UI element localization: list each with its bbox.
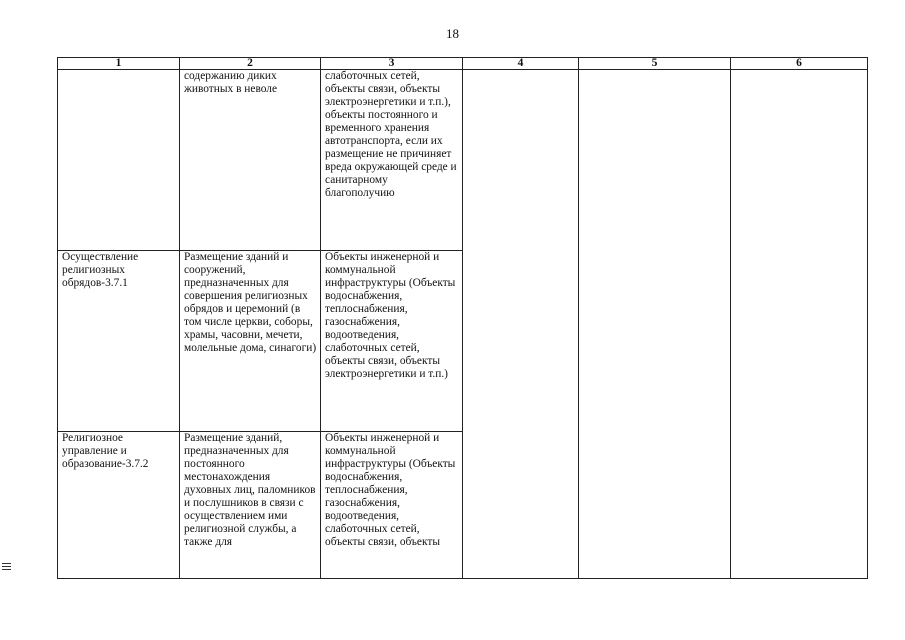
column-header-2: 2: [180, 58, 321, 70]
column-6-cell: [731, 70, 868, 579]
margin-mark: [2, 563, 11, 572]
column-5-cell: [579, 70, 731, 579]
row-3-auxiliary-text: Объекты инженерной и коммунальной инфраструктуры (Объекты водоснабжения, теплоснабжения, газоснабжения, водоотведения, слаботочных сетей, объекты связи, объекты: [325, 432, 456, 548]
row-2-type-cell: [58, 251, 180, 432]
row-3-auxiliary-cell: [321, 432, 463, 579]
column-header-5: 5: [579, 58, 731, 70]
row-2-auxiliary-cell: [321, 251, 463, 432]
table-row: [58, 70, 868, 251]
row-1-description-cell: [180, 70, 321, 251]
row-1-description-text: содержанию диких животных в неволе: [184, 70, 278, 95]
column-4-cell: [463, 70, 579, 579]
page-number: 18: [446, 26, 459, 41]
land-use-table: [57, 57, 868, 579]
row-2-description-text: Размещение зданий и сооружений, предназначенных для совершения религиозных обрядов и церемоний (в том числе церкви, соборы, храмы, часовни, мечети, молельные дома, синагоги): [184, 251, 317, 354]
column-header-4: 4: [463, 58, 579, 70]
row-1-auxiliary-text: слаботочных сетей, объекты связи, объекты электроэнергетики и т.п.), объекты постоянного и временного хранения автотранспорта, если их размещение не причиняет вреда окружающей среде и санитарному благополучию: [325, 70, 457, 199]
column-header-1: 1: [58, 58, 180, 70]
column-header-3: 3: [321, 58, 463, 70]
row-3-description-cell: [180, 432, 321, 579]
row-3-description-text: Размещение зданий, предназначенных для постоянного местонахождения духовных лиц, паломников и послушников в связи с осуществлением ими религиозной службы, а также для: [184, 432, 316, 548]
row-2-auxiliary-text: Объекты инженерной и коммунальной инфраструктуры (Объекты водоснабжения, теплоснабжения, газоснабжения, водоотведения, слаботочных сетей, объекты связи, объекты электроэнергетики и т.п.): [325, 251, 456, 380]
row-2-type-text: Осуществление религиозных обрядов-3.7.1: [62, 251, 139, 289]
row-3-type-cell: [58, 432, 180, 579]
table-header-row: [58, 58, 868, 70]
row-1-type-cell: [58, 70, 180, 251]
row-1-auxiliary-cell: [321, 70, 463, 251]
column-header-6: 6: [731, 58, 868, 70]
row-3-type-text: Религиозное управление и образование-3.7.2: [62, 432, 149, 470]
row-2-description-cell: [180, 251, 321, 432]
